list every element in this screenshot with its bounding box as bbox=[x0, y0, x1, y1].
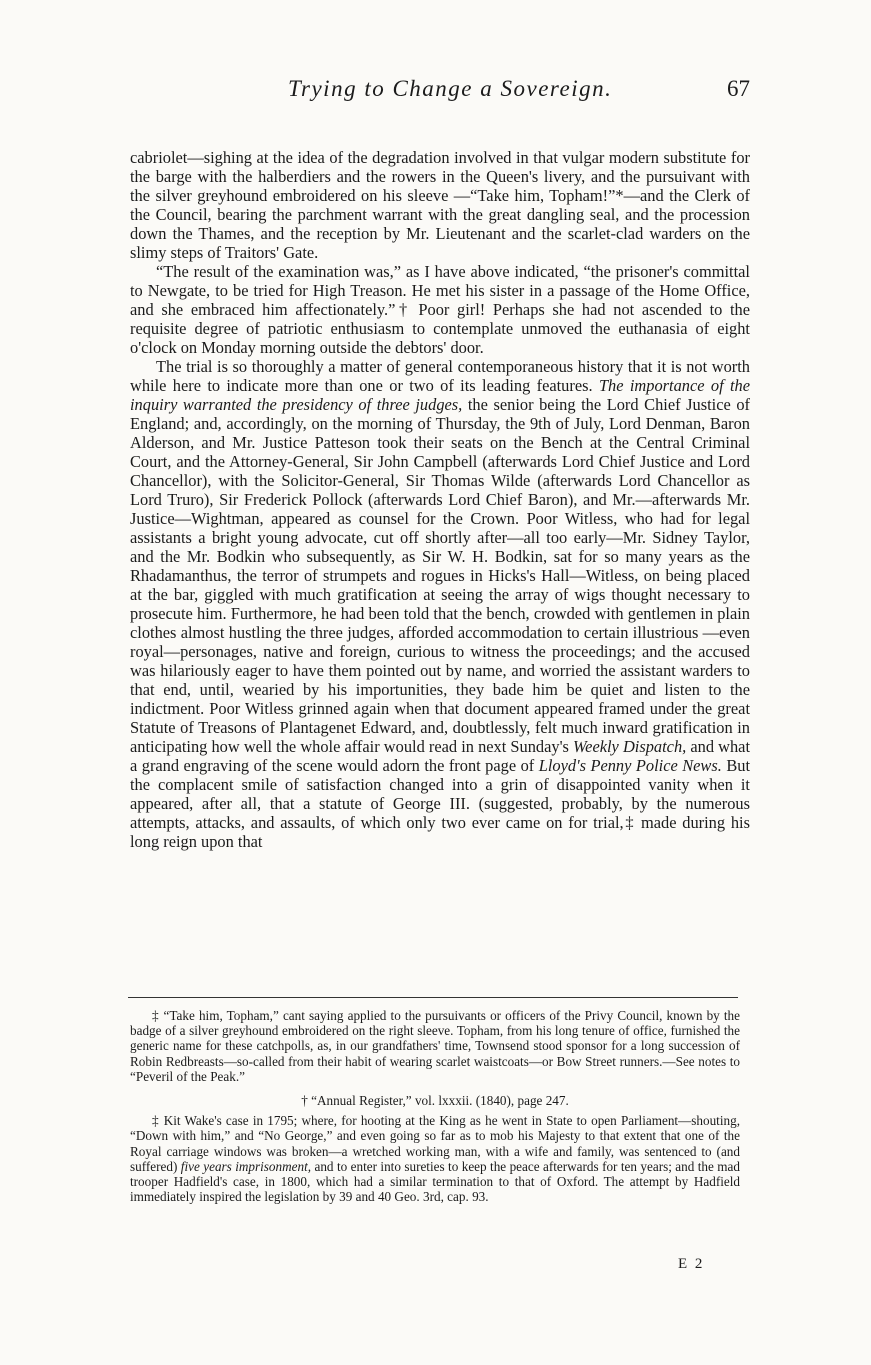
footnotes bbox=[130, 1008, 740, 1204]
footnote-kit-wake bbox=[130, 1113, 740, 1204]
footnote-annual-register: † “Annual Register,” vol. lxxxii. (1840), page 247. bbox=[301, 1093, 569, 1109]
paragraph-1: cabriolet—sighing at the idea of the degradation involved in that vulgar modern substitute for the barge with the halberdiers and the rowers in the Queen's livery, and the pursuivant with the silver greyhound embroidered on his sleeve —“Take him, Topham!”*—and the Clerk of the Council, bearing the parchment warrant with the great dangling seal, and the procession down the Thames, and the reception by Mr. Lieutenant and the scarlet-clad warders on the slimy steps of Traitors' Gate. bbox=[130, 148, 750, 262]
footnote-text: ‡ Kit Wake's case in 1795; where, for hooting at the King as he went in State to open Parliament—shouting, “Down with him,” and “No George,” and even going so far as to mob his Majesty to that extent that one of the Royal carriage windows was broken—a wretched working man, with a wife and family, was sentenced to (and suffered) bbox=[130, 1113, 740, 1174]
paragraph-3-italic: The importance of the inquiry warranted the presidency of three judges, bbox=[130, 376, 750, 414]
page-header bbox=[130, 76, 750, 126]
paragraph-3-text: and what a grand engraving of the scene would adorn the front page of bbox=[130, 737, 750, 775]
footnote-text: and to enter into sureties to keep the peace afterwards for ten years; and the mad trooper Hadfield's case, in 1800, which had a similar termination to that of Oxford. The attempt by Hadfield immediately inspired the legislation by 39 and 40 Geo. 3rd, cap. 93. bbox=[130, 1158, 741, 1205]
footnote-rule bbox=[128, 997, 738, 998]
paragraph-3-text: The trial is so thoroughly a matter of general contemporaneous history that it is not worth while here to indicate more than one or two of its leading features. bbox=[130, 357, 750, 395]
paragraph-3-text: But the complacent smile of satisfaction changed into a grin of disappointed vanity when it appeared, after all, that a statute of George III. (suggested, probably, by the numerous attempts, attacks, and assaults, of which only two ever came on for trial,‡ made during his long reign upon that bbox=[130, 756, 751, 851]
footnote-italic: five years imprisonment, bbox=[180, 1158, 312, 1174]
paragraph-2: “The result of the examination was,” as I have above indicated, “the prisoner's committal to Newgate, to be tried for High Treason. He met his sister in a passage of the Home Office, and she embraced him affectionately.”† Poor girl! Perhaps she had not ascended to the requisite degree of patriotic enthusiasm to contemplate unmoved the euthanasia of eight o'clock on Monday morning outside the debtors' door. bbox=[130, 262, 750, 357]
paragraph-3-text: the senior being the Lord Chief Justice of England; and, accordingly, on the morning of Thursday, the 9th of July, Lord Denman, Baron Alderson, and Mr. Justice Patteson took their seats on the Bench at the Central Criminal Court, and the Attorney-General, Sir John Campbell (afterwards Lord Chief Justice and Lord Chancellor), with the Solicitor-General, Sir Thomas Wilde (afterwards Lord Chancellor as Lord Truro), Sir Frederick Pollock (afterwards Lord Chief Baron), and Mr.—afterwards Mr. Justice—Wightman, appeared as counsel for the Crown. Poor Witless, who had for legal assistants a bright young advocate, cut off shortly after—all too early—Mr. Sidney Taylor, and the Mr. Bodkin who subsequently, as Sir W. H. Bodkin, sat for so many years as the Rhadamanthus, the terror of strumpets and rogues in Hicks's Hall—Witless, on being placed at the bar, giggled with much gratification at seeing the array of wigs thought necessary to prosecute him. Furthermore, he had been told that the bench, crowded with gentlemen in plain clothes almost hustling the three judges, afforded accommodation to certain illustrious —even royal—personages, native and foreign, curious to witness the proceedings; and the accused was hilariously eager to have them pointed out by name, and worried the assistant warders to that end, until, wearied by his importunities, they bade him be quiet and listen to the indictment. Poor Witless grinned again when that document appeared framed under the great Statute of Treasons of Plantagenet Edward, and, doubtlessly, felt much inward gratification in anticipating how well the whole affair would read in next Sunday's bbox=[130, 395, 751, 756]
footnote-topham: ‡ “Take him, Topham,” cant saying applied to the pursuivants or officers of the Privy Council, known by the badge of a silver greyhound embroidered on the right sleeve. Topham, from his long tenure of office, furnished the generic name for these catchpolls, as, in our grandfathers' time, Townsend stood sponsor for a long succession of Robin Redbreasts—so-called from their habit of wearing scarlet waistcoats—or Bow Street runners.—See notes to “Peveril of the Peak.” bbox=[130, 1008, 740, 1084]
weekly-dispatch-title: Weekly Dispatch, bbox=[573, 737, 687, 756]
lloyds-news-title: Lloyd's Penny Police News. bbox=[538, 756, 722, 775]
signature-mark: E 2 bbox=[678, 1256, 705, 1272]
main-text bbox=[130, 148, 750, 851]
paragraph-3 bbox=[130, 357, 750, 851]
page-number: 67 bbox=[727, 76, 750, 101]
running-title: Trying to Change a Sovereign. bbox=[288, 76, 613, 101]
